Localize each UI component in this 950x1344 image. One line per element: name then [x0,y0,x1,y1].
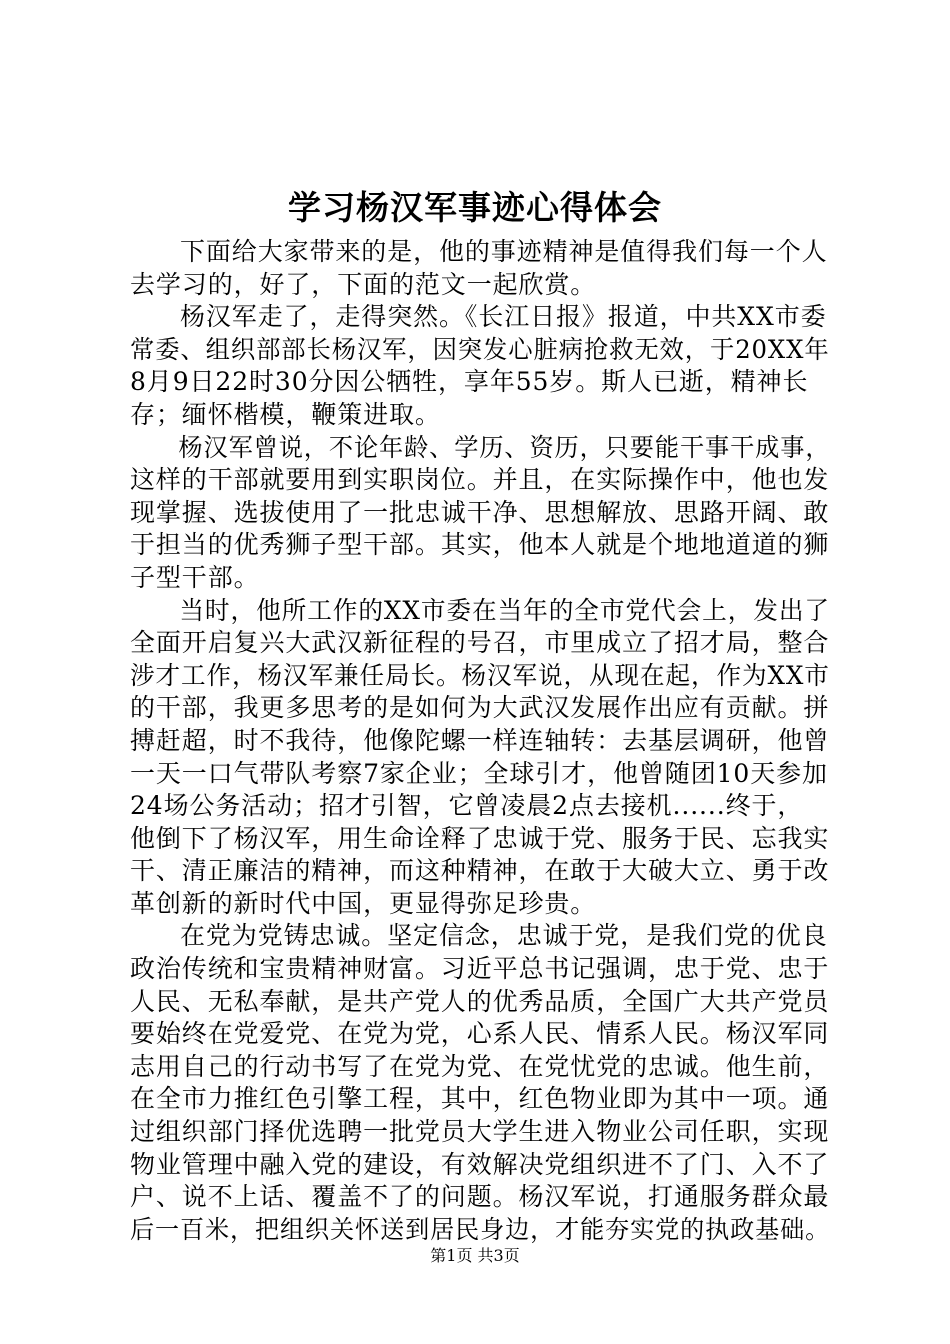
text-line: 去学习的，好了，下面的范文一起欣赏。 [130,269,597,299]
text-line: 一天一口气带队考察7家企业；全球引才，他曾随团10天参加 [130,758,828,788]
text-line: 这样的干部就要用到实职岗位。并且，在实际操作中，他也发 [130,465,830,495]
text-line: 存；缅怀楷模，鞭策进取。 [130,399,441,429]
text-line: 24场公务活动；招才引智，它曾凌晨2点去接机......终于， [130,791,804,821]
text-line: 干、清正廉洁的精神，而这种精神，在敢于大破大立、勇于改 [130,856,830,886]
text-line: 他倒下了杨汉军，用生命诠释了忠诚于党、服务于民、忘我实 [130,823,830,853]
text-line: 人民、无私奉献，是共产党人的优秀品质，全国广大共产党员 [130,986,830,1016]
text-line: 政治传统和宝贵精神财富。习近平总书记强调，忠于党、忠于 [130,954,830,984]
text-line: 杨汉军曾说，不论年龄、学历、资历，只要能干事干成事， [178,432,831,462]
text-line: 的干部，我更多思考的是如何为大武汉发展作出应有贡献。拼 [130,693,830,723]
text-line: 志用自己的行动书写了在党为党、在党忧党的忠诚。他生前， [130,1051,830,1081]
text-line: 涉才工作，杨汉军兼任局长。杨汉军说，从现在起，作为XX市 [130,660,830,690]
text-line: 搏赶超，时不我待，他像陀螺一样连轴转：去基层调研，他曾 [130,725,830,755]
document-body [130,236,830,1246]
text-line: 全面开启复兴大武汉新征程的号召，市里成立了招才局，整合 [130,628,830,658]
text-line: 在全市力推红色引擎工程，其中，红色物业即为其中一项。通 [130,1084,830,1114]
document-title: 学习杨汉军事迹心得体会 [288,188,662,227]
text-line: 常委、组织部部长杨汉军，因突发心脏病抢救无效，于20XX年 [130,334,830,364]
text-line: 后一百米，把组织关怀送到居民身边，才能夯实党的执政基础。 [130,1214,831,1244]
text-line: 下面给大家带来的是，他的事迹精神是值得我们每一个人 [180,237,828,266]
text-line: 过组织部门择优选聘一批党员大学生进入物业公司任职，实现 [130,1117,830,1147]
text-line: 当时，他所工作的XX市委在当年的全市党代会上，发出了 [179,595,830,625]
text-line: 杨汉军走了，走得突然。《长江日报》报道，中共XX市委 [180,302,827,332]
text-line: 革创新的新时代中国，更显得弥足珍贵。 [130,888,597,918]
text-line: 于担当的优秀狮子型干部。其实，他本人就是个地地道道的狮 [130,530,830,560]
text-line: 子型干部。 [130,562,260,592]
text-line: 8月9日22时30分因公牺牲，享年55岁。斯人已逝，精神长 [130,367,809,397]
text-line: 户、说不上话、覆盖不了的问题。杨汉军说，打通服务群众最 [130,1182,830,1212]
text-line: 现掌握、选拔使用了一批忠诚干净、思想解放、思路开阔、敢 [130,497,830,527]
text-line: 物业管理中融入党的建设，有效解决党组织进不了门、入不了 [130,1149,830,1179]
text-line: 在党为党铸忠诚。坚定信念，忠诚于党，是我们党的优良 [180,921,828,951]
page-footer: 第1页 共3页 [430,1246,520,1265]
text-line: 要始终在党爱党、在党为党，心系人民、情系人民。杨汉军同 [130,1019,830,1049]
